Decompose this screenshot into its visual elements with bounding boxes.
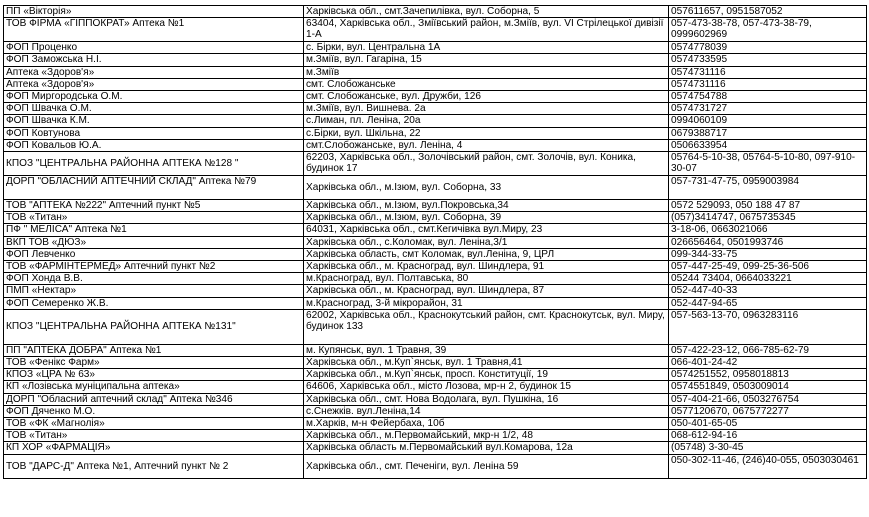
- pharmacy-name-cell: ТОВ «Титан»: [4, 212, 304, 224]
- phone-cell: 057-731-47-75, 0959003984: [669, 176, 867, 200]
- pharmacy-table-body: [4, 6, 867, 479]
- address-cell: 63404, Харківська обл., Зміївський район, м.Зміїв, вул. VI Стрілецької дивізії 1-А: [304, 18, 669, 42]
- phone-cell: 057-473-38-78, 057-473-38-79, 0999602969: [669, 18, 867, 42]
- phone-cell: 0574731116: [669, 66, 867, 78]
- address-cell: с.Лиман, пл. Леніна, 20а: [304, 115, 669, 127]
- address-cell: Харківська обл., смт. Печеніги, вул. Леніна 59: [304, 454, 669, 478]
- phone-cell: 0572 529093, 050 188 47 87: [669, 200, 867, 212]
- address-cell: 64606, Харківська обл., місто Лозова, мр-н 2, будинок 15: [304, 381, 669, 393]
- table-row: [4, 152, 867, 176]
- address-cell: с. Бірки, вул. Центральна 1А: [304, 42, 669, 54]
- table-row: [4, 418, 867, 430]
- address-cell: 64031, Харківська обл., смт.Кегичівка вул.Миру, 23: [304, 224, 669, 236]
- table-row: [4, 224, 867, 236]
- table-row: [4, 78, 867, 90]
- address-cell: Харківська обл., м.Куп`янськ, вул. 1 Травня,41: [304, 357, 669, 369]
- address-cell: м.Харків, м-н Фейербаха, 10б: [304, 418, 669, 430]
- pharmacy-name-cell: ФОП Ковальов Ю.А.: [4, 139, 304, 151]
- phone-cell: 057-404-21-66, 0503276754: [669, 393, 867, 405]
- phone-cell: 026656464, 0501993746: [669, 236, 867, 248]
- table-row: [4, 103, 867, 115]
- pharmacy-name-cell: ТОВ «Титан»: [4, 430, 304, 442]
- table-row: [4, 127, 867, 139]
- phone-cell: 066-401-24-42: [669, 357, 867, 369]
- phone-cell: 0574754788: [669, 91, 867, 103]
- address-cell: Харківська обл., м.Первомайський, мкр-н 1/2, 48: [304, 430, 669, 442]
- phone-cell: 068-612-94-16: [669, 430, 867, 442]
- pharmacy-name-cell: ТОВ «ФАРМІНТЕРМЕД» Аптечний пункт №2: [4, 261, 304, 273]
- address-cell: 62203, Харківська обл., Золочівський район, смт. Золочів, вул. Коника, будинок 17: [304, 152, 669, 176]
- pharmacy-name-cell: ПФ " МЕЛІСА" Аптека №1: [4, 224, 304, 236]
- phone-cell: 0577120670, 0675772277: [669, 405, 867, 417]
- pharmacy-name-cell: ВКП ТОВ «ДЮЗ»: [4, 236, 304, 248]
- table-row: [4, 405, 867, 417]
- table-row: [4, 212, 867, 224]
- phone-cell: 050-401-65-05: [669, 418, 867, 430]
- pharmacy-name-cell: ТОВ ФІРМА «ГІППОКРАТ» Аптека №1: [4, 18, 304, 42]
- address-cell: м. Купянськ, вул. 1 Травня, 39: [304, 344, 669, 356]
- address-cell: Харківська обл., м.Ізюм, вул. Соборна, 33: [304, 176, 669, 200]
- phone-cell: 0574778039: [669, 42, 867, 54]
- pharmacy-name-cell: ФОП Проценко: [4, 42, 304, 54]
- pharmacy-name-cell: ФОП Семеренко Ж.В.: [4, 297, 304, 309]
- address-cell: Харківська область м.Первомайський вул.Комарова, 12а: [304, 442, 669, 454]
- table-row: [4, 309, 867, 344]
- table-row: [4, 261, 867, 273]
- table-row: [4, 454, 867, 478]
- address-cell: смт. Слобожанське, вул. Дружби, 126: [304, 91, 669, 103]
- address-cell: Харківська обл., смт. Нова Водолага, вул. Пушкіна, 16: [304, 393, 669, 405]
- phone-cell: 05244 73404, 0664033221: [669, 273, 867, 285]
- address-cell: Харківська обл., м.Куп`янськ, просп. Конституції, 19: [304, 369, 669, 381]
- address-cell: Харківська область, смт Коломак, вул.Леніна, 9, ЦРЛ: [304, 248, 669, 260]
- address-cell: с.Снежків. вул.Леніна,14: [304, 405, 669, 417]
- table-row: [4, 200, 867, 212]
- table-row: [4, 54, 867, 66]
- table-row: [4, 442, 867, 454]
- phone-cell: 0574551849, 0503009014: [669, 381, 867, 393]
- address-cell: Харківська обл., м.Ізюм, вул.Покровська,34: [304, 200, 669, 212]
- address-cell: Харківська обл., м. Красноград, вул. Шиндлера, 87: [304, 285, 669, 297]
- pharmacy-table: [3, 5, 867, 479]
- pharmacy-name-cell: ФОП Швачка К.М.: [4, 115, 304, 127]
- table-row: [4, 381, 867, 393]
- phone-cell: 057-447-25-49, 099-25-36-506: [669, 261, 867, 273]
- pharmacy-name-cell: ДОРП "Обласний аптечний склад" Аптека №346: [4, 393, 304, 405]
- phone-cell: 057611657, 0951587052: [669, 6, 867, 18]
- phone-cell: (05748) 3-30-45: [669, 442, 867, 454]
- address-cell: Харківська обл., смт.Зачепилівка, вул. Соборна, 5: [304, 6, 669, 18]
- pharmacy-name-cell: ДОРП "ОБЛАСНИЙ АПТЕЧНИЙ СКЛАД" Аптека №79: [4, 176, 304, 200]
- phone-cell: 057-422-23-12, 066-785-62-79: [669, 344, 867, 356]
- address-cell: с.Бірки, вул. Шкільна, 22: [304, 127, 669, 139]
- table-row: [4, 139, 867, 151]
- table-row: [4, 285, 867, 297]
- pharmacy-name-cell: Аптека «Здоров'я»: [4, 66, 304, 78]
- pharmacy-name-cell: ФОП Дяченко М.О.: [4, 405, 304, 417]
- address-cell: м.Красноград, 3-й мікрорайон, 31: [304, 297, 669, 309]
- address-cell: 62002, Харківська обл., Краснокутський район, смт. Краснокутськ, вул. Миру, будинок 133: [304, 309, 669, 344]
- address-cell: Харківська обл., м.Ізюм, вул. Соборна, 39: [304, 212, 669, 224]
- address-cell: смт.Слобожанське, вул. Леніна, 4: [304, 139, 669, 151]
- table-row: [4, 115, 867, 127]
- pharmacy-name-cell: ФОП Швачка О.М.: [4, 103, 304, 115]
- pharmacy-name-cell: ФОП Миргородська О.М.: [4, 91, 304, 103]
- table-row: [4, 393, 867, 405]
- phone-cell: 0574731727: [669, 103, 867, 115]
- table-row: [4, 176, 867, 200]
- phone-cell: 050-302-11-46, (246)40-055, 0503030461: [669, 454, 867, 478]
- pharmacy-name-cell: ФОП Заможська Н.І.: [4, 54, 304, 66]
- phone-cell: 05764-5-10-38, 05764-5-10-80, 097-910-30-07: [669, 152, 867, 176]
- table-row: [4, 18, 867, 42]
- pharmacy-name-cell: ФОП Ковтунова: [4, 127, 304, 139]
- table-row: [4, 297, 867, 309]
- address-cell: м.Зміїв, вул. Гагаріна, 15: [304, 54, 669, 66]
- phone-cell: 0574251552, 0958018813: [669, 369, 867, 381]
- phone-cell: 0574733595: [669, 54, 867, 66]
- phone-cell: 0506633954: [669, 139, 867, 151]
- phone-cell: 0679388717: [669, 127, 867, 139]
- table-row: [4, 273, 867, 285]
- address-cell: м.Зміїв, вул. Вишнева. 2а: [304, 103, 669, 115]
- pharmacy-name-cell: КП ХОР «ФАРМАЦІЯ»: [4, 442, 304, 454]
- pharmacy-name-cell: ТОВ "АПТЕКА №222" Аптечний пункт №5: [4, 200, 304, 212]
- pharmacy-name-cell: ТОВ "ДАРС-Д" Аптека №1, Аптечний пункт № 2: [4, 454, 304, 478]
- pharmacy-name-cell: Аптека «Здоров'я»: [4, 78, 304, 90]
- phone-cell: (057)3414747, 0675735345: [669, 212, 867, 224]
- table-row: [4, 91, 867, 103]
- table-row: [4, 6, 867, 18]
- pharmacy-name-cell: ПП "АПТЕКА ДОБРА" Аптека №1: [4, 344, 304, 356]
- address-cell: смт. Слобожанське: [304, 78, 669, 90]
- table-row: [4, 42, 867, 54]
- address-cell: м.Зміїв: [304, 66, 669, 78]
- table-row: [4, 344, 867, 356]
- phone-cell: 099-344-33-75: [669, 248, 867, 260]
- pharmacy-name-cell: ТОВ «Фенікс Фарм»: [4, 357, 304, 369]
- phone-cell: 052-447-40-33: [669, 285, 867, 297]
- address-cell: м.Красноград, вул. Полтавська, 80: [304, 273, 669, 285]
- phone-cell: 052-447-94-65: [669, 297, 867, 309]
- table-row: [4, 357, 867, 369]
- phone-cell: 0574731116: [669, 78, 867, 90]
- pharmacy-name-cell: ПП «Вікторія»: [4, 6, 304, 18]
- table-row: [4, 369, 867, 381]
- pharmacy-name-cell: КП «Лозівська муніципальна аптека»: [4, 381, 304, 393]
- phone-cell: 057-563-13-70, 0963283116: [669, 309, 867, 344]
- pharmacy-name-cell: КПОЗ "ЦЕНТРАЛЬНА РАЙОННА АПТЕКА №128 ": [4, 152, 304, 176]
- table-row: [4, 66, 867, 78]
- address-cell: Харківська обл., с.Коломак, вул. Леніна,3/1: [304, 236, 669, 248]
- table-row: [4, 248, 867, 260]
- pharmacy-name-cell: ФОП Левченко: [4, 248, 304, 260]
- address-cell: Харківська обл., м. Красноград, вул. Шиндлера, 91: [304, 261, 669, 273]
- table-row: [4, 430, 867, 442]
- table-row: [4, 236, 867, 248]
- pharmacy-name-cell: ПМП «Нектар»: [4, 285, 304, 297]
- phone-cell: 0994060109: [669, 115, 867, 127]
- pharmacy-name-cell: ТОВ «ФК «Магнолія»: [4, 418, 304, 430]
- pharmacy-name-cell: КПОЗ "ЦЕНТРАЛЬНА РАЙОННА АПТЕКА №131": [4, 309, 304, 344]
- pharmacy-name-cell: ФОП Хонда В.В.: [4, 273, 304, 285]
- pharmacy-name-cell: КПОЗ «ЦРА № 63»: [4, 369, 304, 381]
- phone-cell: 3-18-06, 0663021066: [669, 224, 867, 236]
